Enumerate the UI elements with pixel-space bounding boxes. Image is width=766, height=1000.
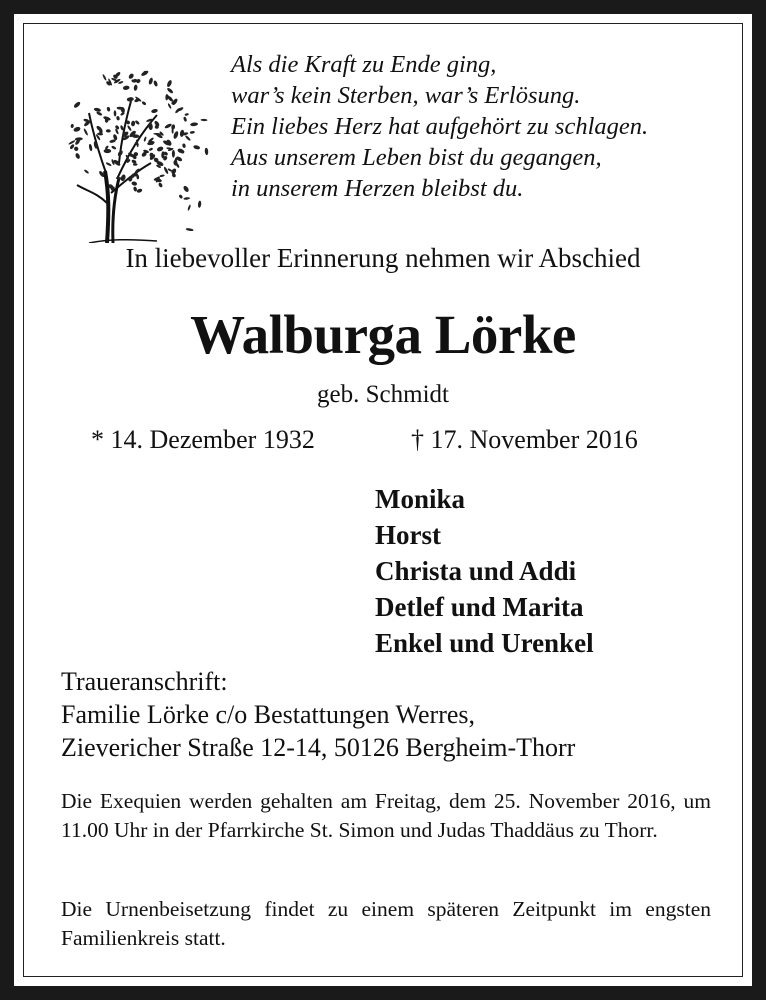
leaf-shape bbox=[133, 84, 137, 91]
leaf-shape bbox=[171, 124, 176, 130]
leaf-shape bbox=[127, 125, 132, 132]
leaf-shape bbox=[105, 162, 111, 167]
leaf-shape bbox=[133, 163, 138, 165]
leaf-shape bbox=[131, 120, 136, 126]
leaf-shape bbox=[88, 144, 92, 152]
address-line: Zievericher Straße 12-14, 50126 Bergheim-Thorr bbox=[61, 733, 576, 762]
mourner: Monika bbox=[375, 484, 466, 514]
leaf-shape bbox=[182, 143, 186, 148]
leaf-shape bbox=[153, 80, 158, 87]
mourner: Detlef und Marita bbox=[375, 592, 584, 622]
leaf-shape bbox=[70, 124, 74, 128]
leaf-shape bbox=[73, 101, 81, 109]
leaf-shape bbox=[179, 129, 184, 137]
leaf-shape bbox=[148, 122, 153, 130]
leaf-shape bbox=[68, 140, 76, 146]
leaf-shape bbox=[106, 107, 110, 112]
birth-date: * 14. Dezember 1932 bbox=[91, 425, 315, 454]
poem-line: war’s kein Sterben, war’s Erlösung. bbox=[231, 82, 581, 109]
leaf-shape bbox=[158, 182, 163, 188]
leaf-shape bbox=[148, 77, 153, 85]
leaf-shape bbox=[96, 111, 103, 116]
poem-line: Als die Kraft zu Ende ging, bbox=[231, 51, 497, 78]
leaf-shape bbox=[73, 126, 81, 132]
leaf-shape bbox=[116, 116, 120, 121]
farewell-line: In liebevoller Erinnerung nehmen wir Abschied bbox=[125, 243, 641, 273]
leaf-shape bbox=[198, 200, 202, 207]
mourner: Christa und Addi bbox=[375, 556, 577, 586]
leaf-shape bbox=[185, 228, 193, 232]
leaf-shape bbox=[104, 149, 112, 153]
urn-info: Die Urnenbeisetzung findet zu einem späteren Zeitpunkt im engsten Familienkreis statt. bbox=[61, 897, 711, 950]
leaf-shape bbox=[193, 145, 201, 150]
leaf-shape bbox=[151, 108, 158, 113]
obituary-card bbox=[14, 14, 752, 986]
leaf-shape bbox=[166, 87, 174, 94]
leaf-shape bbox=[204, 148, 208, 156]
leaf-shape bbox=[83, 128, 89, 136]
leaf-shape bbox=[190, 122, 198, 126]
leaf-shape bbox=[167, 103, 172, 109]
poem-line: Aus unserem Leben bist du gegangen, bbox=[231, 144, 602, 171]
mourner: Horst bbox=[375, 520, 441, 550]
leaf-shape bbox=[97, 132, 103, 135]
leaf-shape bbox=[190, 131, 195, 134]
leaf-shape bbox=[127, 97, 135, 102]
leaf-shape bbox=[182, 185, 189, 193]
leaf-shape bbox=[141, 101, 146, 106]
leaf-shape bbox=[185, 135, 192, 142]
leaf-shape bbox=[187, 204, 191, 211]
leaf-shape bbox=[164, 123, 172, 129]
poem-line: in unserem Herzen bleibst du. bbox=[231, 175, 524, 202]
leaf-shape bbox=[200, 119, 207, 122]
death-date: † 17. November 2016 bbox=[411, 425, 638, 454]
mourning-address bbox=[61, 665, 575, 764]
leaf-shape bbox=[184, 113, 189, 116]
service-info: Die Exequien werden gehalten am Freitag, dem 25. November 2016, um 11.00 Uhr in der Pfarrkirche St. Simon und Judas Thaddäus zu Thorr. bbox=[61, 789, 711, 842]
address-line: Familie Lörke c/o Bestattungen Werres, bbox=[61, 700, 476, 729]
leaf-shape bbox=[172, 150, 175, 158]
leaf-shape bbox=[166, 79, 173, 87]
leaf-shape bbox=[102, 74, 107, 81]
leaf-shape bbox=[143, 136, 147, 142]
leaf-shape bbox=[106, 129, 111, 132]
leaf-shape bbox=[163, 166, 169, 174]
tree-icon bbox=[59, 53, 209, 243]
leaf-shape bbox=[132, 134, 139, 138]
leaf-shape bbox=[123, 85, 130, 90]
leaf-shape bbox=[136, 188, 143, 194]
leaf-shape bbox=[148, 147, 153, 151]
leaf-shape bbox=[134, 120, 140, 126]
leaf-shape bbox=[111, 145, 117, 150]
leaf-shape bbox=[165, 94, 168, 100]
poem-line: Ein liebes Herz hat aufgehört zu schlagen. bbox=[231, 113, 649, 140]
address-label: Traueranschrift: bbox=[61, 667, 228, 696]
leaf-shape bbox=[73, 146, 79, 152]
leaf-shape bbox=[93, 107, 101, 112]
leaf-shape bbox=[178, 194, 183, 199]
birth-name: geb. Schmidt bbox=[317, 381, 449, 408]
deceased-name: Walburga Lörke bbox=[190, 304, 576, 365]
leaf-shape bbox=[128, 73, 135, 80]
leaf-shape bbox=[183, 116, 187, 122]
leaf-shape bbox=[173, 131, 180, 140]
leaf-shape bbox=[159, 174, 165, 177]
mourner: Enkel und Urenkel bbox=[375, 628, 594, 658]
leaf-shape bbox=[84, 169, 90, 174]
leaf-shape bbox=[114, 110, 117, 116]
poem bbox=[231, 49, 731, 204]
leaf-shape bbox=[183, 197, 190, 200]
leaf-shape bbox=[131, 181, 138, 186]
leaf-shape bbox=[75, 152, 81, 159]
mourners-list bbox=[375, 481, 594, 661]
